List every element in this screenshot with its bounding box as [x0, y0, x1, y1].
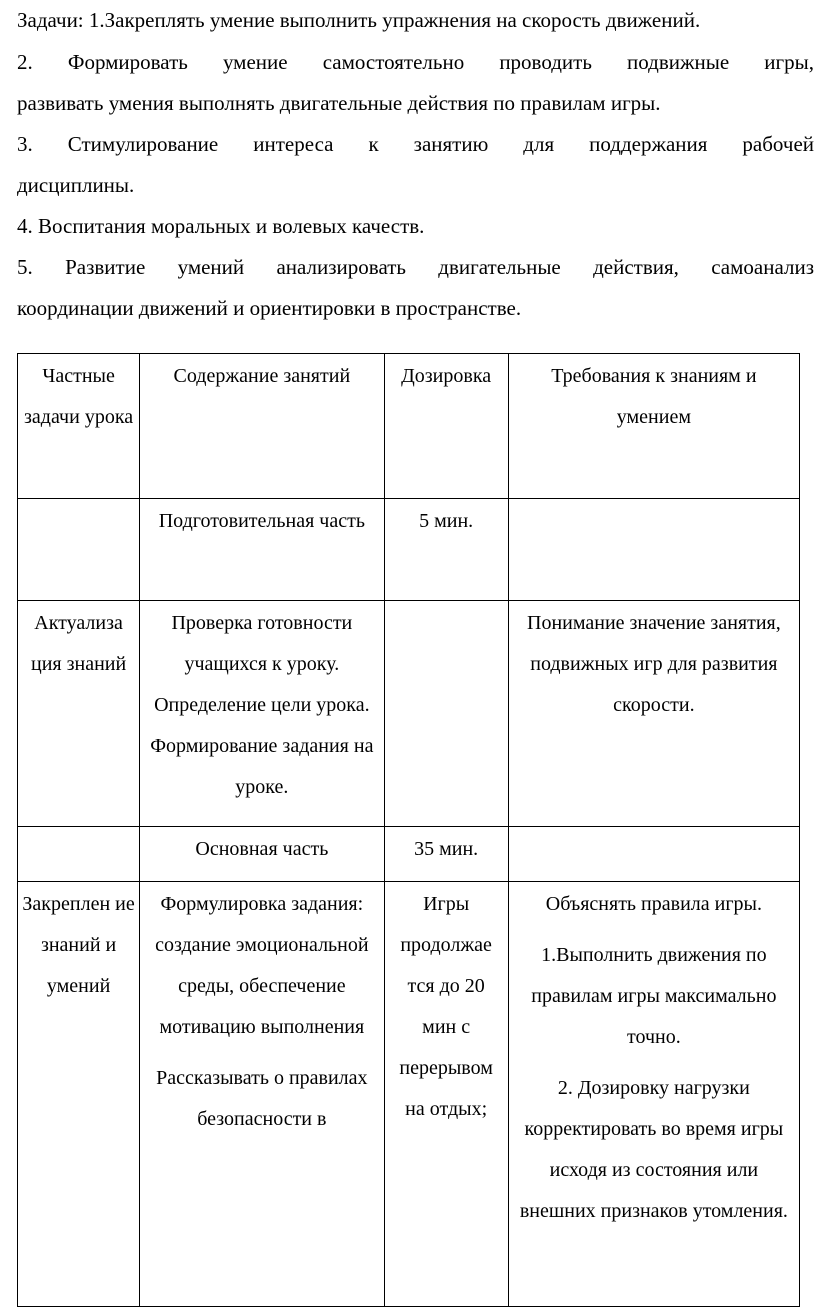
main-content-cell: Основная часть [140, 827, 384, 882]
task-4: 4. Воспитания моральных и волевых качеств. [17, 214, 425, 238]
actual-dose-cell [384, 601, 508, 827]
task-5-line-2: координации движений и ориентировки в пространстве. [17, 296, 522, 320]
prep-req-cell [508, 499, 799, 601]
consol-dose-cell: Игры продолжае тся до 20 мин с перерывом на отдых; [384, 882, 508, 1307]
consol-task-cell: Закреплен ие знаний и умений [18, 882, 140, 1307]
table-row-main-part [18, 827, 800, 882]
task-2-line-2: развивать умения выполнять двигательные действия по правилам игры. [17, 91, 661, 115]
task-3-line-1: 3. Стимулирование интереса к занятию для поддержания рабочей [17, 132, 814, 156]
tasks-intro [17, 0, 814, 329]
tasks-line-1: Задачи: 1.Закреплять умение выполнить упражнения на скорость движений. [17, 8, 701, 32]
consol-req-text-2: 1.Выполнить движения по правилам игры максимально точно. [531, 944, 777, 1048]
actual-content-cell: Проверка готовности учащихся к уроку. Определение цели урока. Формирование задания на уроке. [140, 601, 384, 827]
table-row-actualization [18, 601, 800, 827]
table-row-preparatory [18, 499, 800, 601]
prep-dose-cell: 5 мин. [384, 499, 508, 601]
main-req-cell [508, 827, 799, 882]
lesson-table [17, 353, 800, 1307]
main-task-cell [18, 827, 140, 882]
header-cell-dosage: Дозировка [384, 354, 508, 499]
task-3-line-2: дисциплины. [17, 173, 135, 197]
consol-content-text-1: Формулировка задания: создание эмоциональной среды, обеспечение мотивацию выполнения [155, 893, 369, 1038]
consol-content-cell [140, 882, 384, 1307]
main-dose-cell: 35 мин. [384, 827, 508, 882]
actual-req-cell: Понимание значение занятия, подвижных игр для развития скорости. [508, 601, 799, 827]
header-cell-requirements: Требования к знаниям и умением [508, 354, 799, 499]
task-5-line-1: 5. Развитие умений анализировать двигательные действия, самоанализ [17, 255, 814, 279]
actual-task-cell: Актуализа ция знаний [18, 601, 140, 827]
consol-req-cell [508, 882, 799, 1307]
header-cell-tasks: Частные задачи урока [18, 354, 140, 499]
consol-req-text-1: Объяснять правила игры. [545, 893, 762, 915]
consol-content-text-2: Рассказывать о правилах безопасности в [156, 1067, 368, 1130]
table-row-consolidation [18, 882, 800, 1307]
header-row [18, 354, 800, 499]
consol-req-text-3: 2. Дозировку нагрузки корректировать во время игры исходя из состояния или внешних признаков утомления. [519, 1077, 788, 1222]
prep-task-cell [18, 499, 140, 601]
prep-content-cell: Подготовительная часть [140, 499, 384, 601]
task-2-line-1: 2. Формировать умение самостоятельно проводить подвижные игры, [17, 50, 814, 74]
header-cell-content: Содержание занятий [140, 354, 384, 499]
